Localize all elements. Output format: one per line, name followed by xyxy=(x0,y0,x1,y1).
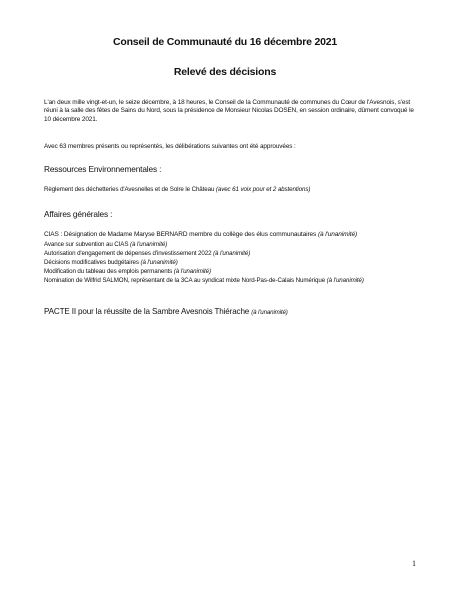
decision-vote: (à l'unanimité) xyxy=(140,259,178,266)
decision-text: Avance sur subvention au CIAS xyxy=(44,241,129,248)
decision-vote: (à l'unanimité) xyxy=(129,241,168,248)
decision-vote: (à l'unanimité) xyxy=(173,268,211,275)
decision-item xyxy=(44,241,424,248)
document-subtitle: Relevé des décisions xyxy=(173,66,277,78)
intro-paragraph: L'an deux mille vingt-et-un, le seize décembre, à 18 heures, le Conseil de la Communauté de communes du Cœur de l'Avesnois, s'est réuni à la salle des fêtes de Sains du Nord, sous la présidence de Monsieur Nicolas DOSEN, en session ordinaire, dûment convoqué le 10 décembre 2021. xyxy=(44,99,414,123)
decision-text: Modification du tableau des emplois permanents xyxy=(44,268,173,275)
decision-vote: (à l'unanimité) xyxy=(213,250,251,257)
pacte-decision xyxy=(44,307,288,316)
section-heading-environnement: Ressources Environnementales : xyxy=(44,164,162,174)
pacte-text: PACTE II pour la réussite de la Sambre Avesnois Thiérache xyxy=(44,307,250,316)
decision-text: Nomination de Wilfrid SALMON, représentant de la 3CA au syndicat mixte Nord-Pas-de-Calais Numérique xyxy=(44,277,326,284)
decision-item xyxy=(44,186,424,193)
decision-item xyxy=(44,268,424,275)
decision-vote: (à l'unanimité) xyxy=(317,231,358,238)
decision-item xyxy=(44,277,424,284)
decision-text: Règlement des déchetteries d'Avesnelles et de Solre le Château xyxy=(44,186,215,193)
decision-vote: (à l'unanimité) xyxy=(326,277,364,284)
section-heading-affaires-generales: Affaires générales : xyxy=(44,209,113,219)
decision-vote: (avec 61 voix pour et 2 abstentions) xyxy=(215,186,311,193)
decision-item xyxy=(44,250,424,257)
decision-text: Décisions modificatives budgétaires xyxy=(44,259,139,266)
page-number: 1 xyxy=(412,559,416,568)
document-title: Conseil de Communauté du 16 décembre 2021 xyxy=(112,36,338,48)
decision-item xyxy=(44,259,424,266)
decision-text: CIAS : Désignation de Madame Maryse BERNARD membre du collège des élus communautaires xyxy=(44,231,317,238)
pacte-vote: (à l'unanimité) xyxy=(251,309,288,316)
decision-item xyxy=(44,231,424,238)
members-paragraph: Avec 63 membres présents ou représentés, les délibérations suivantes ont été approuvées : xyxy=(44,143,296,150)
decision-text: Autorisation d'engagement de dépenses d'investissement 2022 xyxy=(44,250,212,257)
